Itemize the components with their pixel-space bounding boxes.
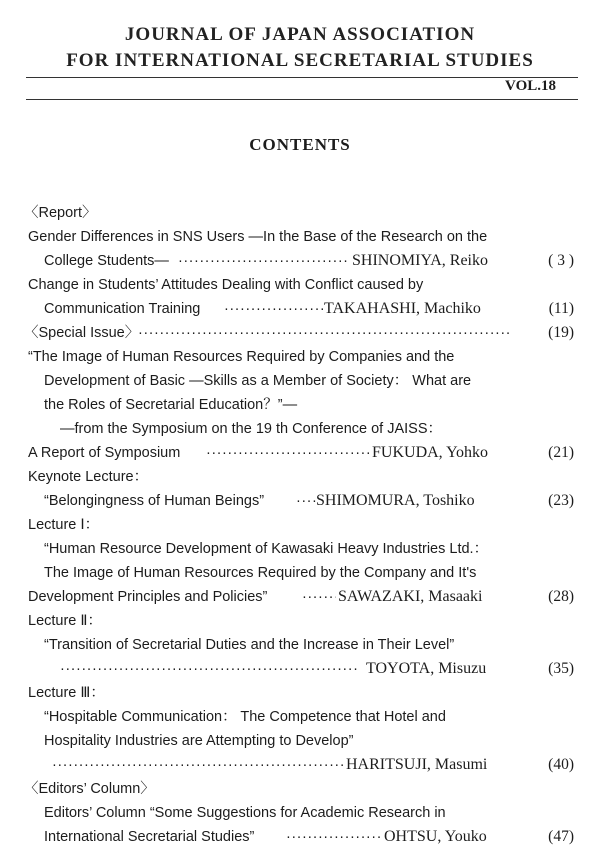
lecture-label-2 xyxy=(0,609,600,633)
toc-entry-lecture-2-cont xyxy=(0,657,600,681)
dot-leader xyxy=(52,753,344,777)
toc-entry-lecture-3-cont xyxy=(0,729,600,753)
entry-page: (28) xyxy=(548,588,574,605)
journal-title xyxy=(0,22,600,74)
entry-title-line: Communication Training xyxy=(44,301,201,317)
entry-title-line: “The Image of Human Resources Required by Companies and the xyxy=(28,349,455,365)
dot-leader xyxy=(286,825,382,849)
journal-title-line2: FOR INTERNATIONAL SECRETARIAL STUDIES xyxy=(66,50,534,71)
toc-entry-lecture-3 xyxy=(0,705,600,729)
entry-author: TOYOTA, Misuzu xyxy=(366,660,487,677)
section-heading-special-issue xyxy=(0,321,600,345)
toc-entry-keynote xyxy=(0,489,600,513)
entry-page: ( 3 ) xyxy=(548,252,574,269)
dot-leader xyxy=(206,441,370,465)
entry-author: FUKUDA, Yohko xyxy=(372,444,489,461)
entry-page: (40) xyxy=(548,756,574,773)
special-issue-title-cont xyxy=(0,393,600,417)
toc-entry-lecture-2 xyxy=(0,633,600,657)
entry-page: (21) xyxy=(548,444,574,461)
entry-title-line: “Human Resource Development of Kawasaki Heavy Industries Ltd.： xyxy=(44,541,489,557)
table-of-contents xyxy=(0,201,600,849)
toc-entry-lecture-1-cont xyxy=(0,561,600,585)
lecture-label-3 xyxy=(0,681,600,705)
dot-leader xyxy=(224,297,324,321)
entry-page: (19) xyxy=(548,324,574,341)
lecture-label-1 xyxy=(0,513,600,537)
section-heading-report xyxy=(0,201,600,225)
entry-page: (35) xyxy=(548,660,574,677)
entry-title-line: Gender Differences in SNS Users —In the Base of the Research on the xyxy=(28,229,488,245)
lecture-label-keynote xyxy=(0,465,600,489)
toc-entry-lecture-1 xyxy=(0,537,600,561)
lecture-label: Lecture Ⅰ： xyxy=(28,517,100,533)
lecture-label: Keynote Lecture： xyxy=(28,469,149,485)
entry-title-line: Editors’ Column “Some Suggestions for Academic Research in xyxy=(44,805,446,821)
entry-author: HARITSUJI, Masumi xyxy=(346,756,488,773)
entry-title-line: College Students— xyxy=(44,253,169,269)
header-rule-top xyxy=(26,77,578,78)
entry-title-line: International Secretarial Studies” xyxy=(44,829,255,845)
special-issue-subtitle xyxy=(0,417,600,441)
header-rule-bottom xyxy=(26,99,578,100)
entry-author: SHIMOMURA, Toshiko xyxy=(316,492,475,509)
toc-entry-editors-column-cont xyxy=(0,825,600,849)
special-issue-title xyxy=(0,345,600,369)
entry-title-line: Change in Students’ Attitudes Dealing with Conflict caused by xyxy=(28,277,424,293)
entry-page: (47) xyxy=(548,828,574,845)
toc-entry-lecture-3-cont xyxy=(0,753,600,777)
entry-title-line: “Hospitable Communication： The Competence that Hotel and xyxy=(44,709,446,725)
lecture-label: Lecture Ⅱ： xyxy=(28,613,103,629)
entry-author: SAWAZAKI, Masaaki xyxy=(338,588,483,605)
toc-entry-symposium-report xyxy=(0,441,600,465)
entry-author: SHINOMIYA, Reiko xyxy=(352,252,488,269)
entry-title-line: the Roles of Secretarial Education？”— xyxy=(44,397,298,413)
entry-author: OHTSU, Youko xyxy=(384,828,487,845)
entry-title-line: The Image of Human Resources Required by the Company and It's xyxy=(44,565,477,581)
special-issue-title-cont xyxy=(0,369,600,393)
toc-entry-lecture-1-cont xyxy=(0,585,600,609)
entry-title-line: Hospitality Industries are Attempting to Develop” xyxy=(44,733,354,749)
section-label: 〈Editors’ Column〉 xyxy=(24,781,155,797)
entry-author: TAKAHASHI, Machiko xyxy=(324,300,481,317)
dot-leader xyxy=(296,489,316,513)
section-heading-editors-column xyxy=(0,777,600,801)
journal-title-line1: JOURNAL OF JAPAN ASSOCIATION xyxy=(124,24,476,45)
dot-leader xyxy=(178,249,348,273)
toc-entry-conflict xyxy=(0,273,600,297)
section-label: 〈Special Issue〉 xyxy=(24,325,140,341)
section-label: 〈Report〉 xyxy=(24,205,97,221)
entry-title-line: —from the Symposium on the 19 th Conference of JAISS： xyxy=(60,421,443,437)
entry-page: (23) xyxy=(548,492,574,509)
volume-number: VOL.18 xyxy=(505,78,556,94)
entry-page: (11) xyxy=(548,300,574,317)
toc-entry-gender-sns-cont xyxy=(0,249,600,273)
entry-title-line: “Belongingness of Human Beings” xyxy=(44,493,265,509)
entry-title-line: A Report of Symposium xyxy=(28,445,181,461)
lecture-label: Lecture Ⅲ： xyxy=(28,685,105,701)
toc-entry-gender-sns xyxy=(0,225,600,249)
dot-leader xyxy=(60,657,360,681)
toc-entry-editors-column xyxy=(0,801,600,825)
entry-title-line: Development of Basic —Skills as a Member of Society： What are xyxy=(44,373,472,389)
toc-entry-conflict-cont xyxy=(0,297,600,321)
entry-title-line: Development Principles and Policies” xyxy=(28,589,268,605)
contents-heading: CONTENTS xyxy=(249,135,351,154)
dot-leader xyxy=(302,585,336,609)
entry-title-line: “Transition of Secretarial Duties and the Increase in Their Level” xyxy=(44,637,455,653)
dot-leader xyxy=(138,321,510,345)
